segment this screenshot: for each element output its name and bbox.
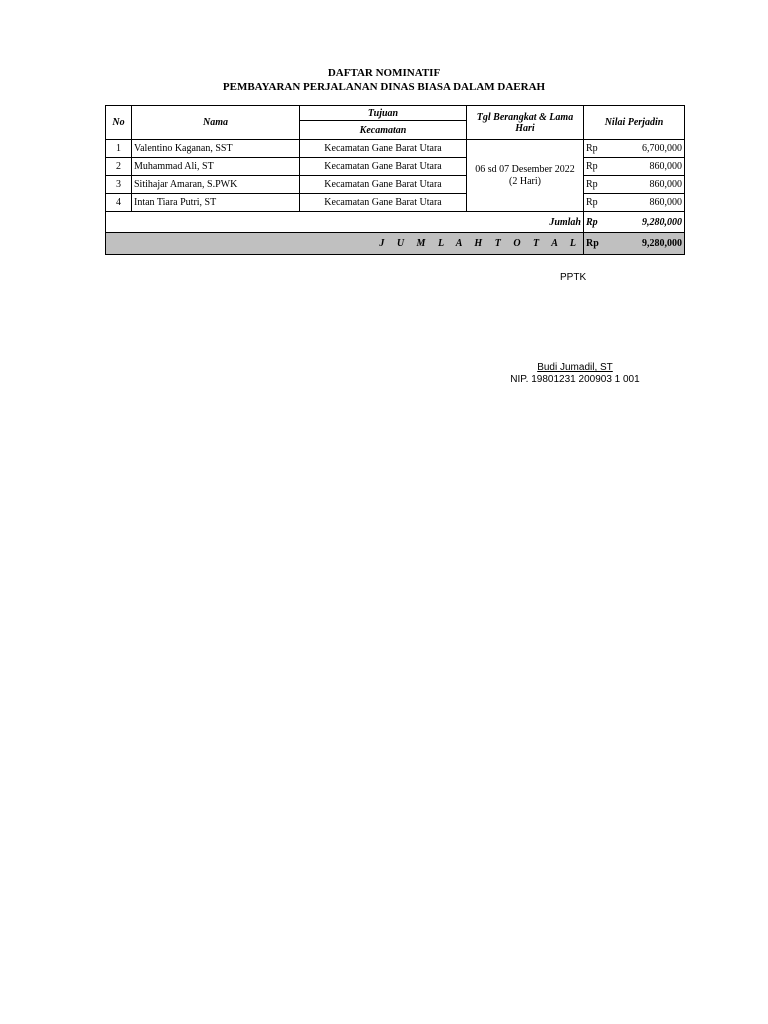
row-currency: Rp — [584, 194, 604, 212]
row-currency: Rp — [584, 158, 604, 176]
row-no: 3 — [106, 176, 132, 194]
row-kecamatan: Kecamatan Gane Barat Utara — [300, 194, 467, 212]
signature-block — [490, 362, 660, 386]
nominative-table — [105, 105, 685, 255]
subtotal-label: Jumlah — [106, 212, 584, 233]
grand-total-label: J U M L A H T O T A L — [106, 233, 584, 255]
row-amount: 860,000 — [604, 176, 685, 194]
header-tujuan: Tujuan — [300, 106, 467, 121]
row-kecamatan: Kecamatan Gane Barat Utara — [300, 158, 467, 176]
row-nama: Valentino Kaganan, SST — [132, 140, 300, 158]
table-row — [106, 158, 685, 176]
signer-role: PPTK — [560, 272, 587, 283]
subtotal-currency: Rp — [584, 212, 604, 233]
table-row — [106, 176, 685, 194]
header-nama: Nama — [132, 106, 300, 140]
row-amount: 860,000 — [604, 194, 685, 212]
grand-total-row — [106, 233, 685, 255]
row-nama: Intan Tiara Putri, ST — [132, 194, 300, 212]
header-tgl: Tgl Berangkat & Lama Hari — [467, 106, 584, 140]
row-no: 1 — [106, 140, 132, 158]
row-currency: Rp — [584, 140, 604, 158]
grand-total-currency: Rp — [584, 233, 604, 255]
document-title: DAFTAR NOMINATIF — [327, 67, 441, 79]
header-kecamatan: Kecamatan — [300, 121, 467, 140]
row-date-cell — [467, 140, 584, 212]
row-no: 2 — [106, 158, 132, 176]
grand-total-amount: 9,280,000 — [604, 233, 685, 255]
date-range: 06 sd 07 Desember 2022 — [475, 163, 575, 175]
subtotal-row — [106, 212, 685, 233]
row-no: 4 — [106, 194, 132, 212]
row-amount: 860,000 — [604, 158, 685, 176]
row-nama: Muhammad Ali, ST — [132, 158, 300, 176]
row-nama: Sitihajar Amaran, S.PWK — [132, 176, 300, 194]
table-row — [106, 194, 685, 212]
signer-name: Budi Jumadil, ST — [537, 362, 613, 373]
row-currency: Rp — [584, 176, 604, 194]
row-amount: 6,700,000 — [604, 140, 685, 158]
signer-nip: NIP. 19801231 200903 1 001 — [510, 374, 640, 385]
header-no: No — [106, 106, 132, 140]
row-kecamatan: Kecamatan Gane Barat Utara — [300, 140, 467, 158]
table-row — [106, 140, 685, 158]
document-title-block — [0, 66, 768, 94]
date-duration: (2 Hari) — [509, 175, 541, 187]
row-kecamatan: Kecamatan Gane Barat Utara — [300, 176, 467, 194]
header-nilai: Nilai Perjadin — [584, 106, 685, 140]
subtotal-amount: 9,280,000 — [604, 212, 685, 233]
document-subtitle: PEMBAYARAN PERJALANAN DINAS BIASA DALAM DAERAH — [222, 81, 546, 93]
